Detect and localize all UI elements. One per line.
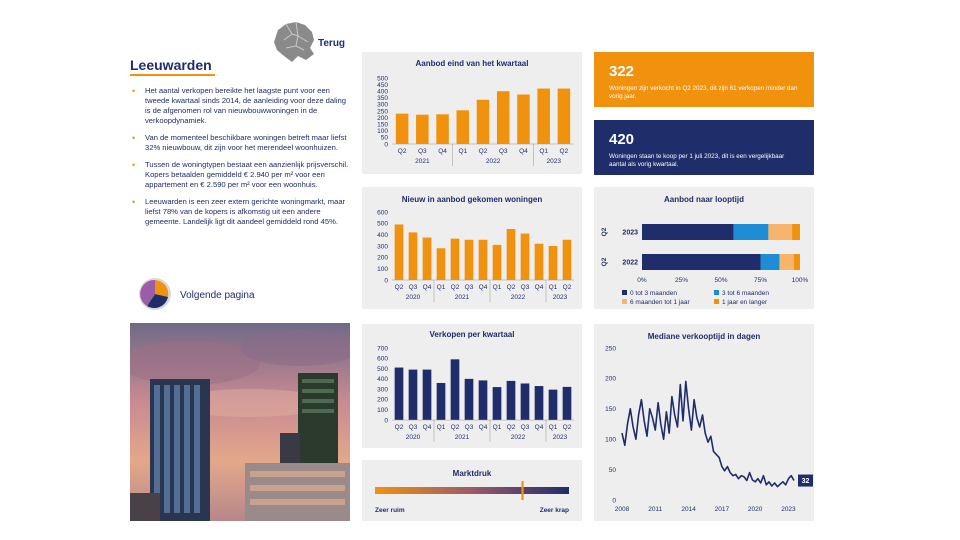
x-tick-label: Q2 — [394, 284, 404, 291]
x-tick-label: 50% — [714, 277, 728, 284]
bar — [437, 248, 446, 280]
y-tick-label: 150 — [605, 406, 616, 414]
year-label: 2022 — [510, 294, 526, 301]
marktdruk-marker — [521, 481, 523, 500]
y-tick-label: 200 — [377, 396, 388, 404]
x-tick-label: Q1 — [436, 284, 446, 291]
kpi-sold-text: Woningen zijn verkocht in Q2 2023, dit zijn 61 verkopen minder dan vorig jaar. — [609, 85, 798, 100]
back-label: Terug — [318, 38, 346, 49]
y-tick-label: 0 — [384, 277, 388, 285]
stacked-bar-segment — [642, 224, 734, 240]
year-label: 2021 — [454, 294, 470, 301]
bar — [517, 95, 530, 145]
y-tick-label: 200 — [377, 114, 388, 122]
y-tick-label: 500 — [377, 365, 388, 373]
year-label: 2022 — [510, 434, 526, 441]
bar — [395, 368, 404, 420]
legend-swatch — [622, 299, 627, 304]
x-tick-label: Q3 — [464, 424, 474, 431]
bar — [479, 380, 488, 420]
stacked-bar-segment — [792, 224, 800, 240]
back-button[interactable] — [272, 20, 352, 64]
stacked-bar-segment — [761, 254, 780, 270]
title-underline — [130, 74, 215, 76]
x-tick-label: Q2 — [397, 148, 407, 155]
bar — [395, 224, 404, 280]
chart-nieuw-title: Nieuw in aanbod gekomen woningen — [401, 195, 543, 204]
x-tick-label: Q2 — [506, 424, 516, 431]
bar — [493, 387, 502, 420]
x-tick-label: 2011 — [648, 506, 663, 513]
x-tick-label: Q3 — [417, 148, 427, 155]
legend-label: 0 tot 3 maanden — [630, 290, 677, 297]
x-tick-label: Q4 — [519, 148, 528, 155]
x-tick-label: Q2 — [562, 424, 572, 431]
bar — [409, 232, 418, 280]
y-tick-label: 0 — [612, 497, 616, 505]
x-tick-label: Q4 — [438, 148, 447, 155]
chart-looptijd-panel — [594, 187, 814, 309]
marktdruk-right-label: Zeer krap — [539, 507, 569, 514]
city-photo — [130, 323, 350, 521]
chart-verkopen-panel — [362, 324, 582, 448]
y-tick-label: 300 — [377, 386, 388, 394]
y-tick-label: 200 — [605, 375, 616, 383]
bar — [436, 114, 449, 144]
legend-label: 3 tot 6 maanden — [722, 290, 769, 297]
year-label: 2022 — [485, 158, 501, 165]
y-tick-label: 100 — [605, 436, 616, 444]
y-tick-label: 500 — [377, 220, 388, 228]
bar — [465, 240, 474, 280]
x-tick-label: Q1 — [492, 424, 502, 431]
bar — [477, 100, 490, 144]
y-category-label: 2023 — [622, 229, 638, 237]
bar — [507, 229, 516, 280]
y-category-label: 2022 — [622, 259, 638, 267]
kpi-sold-value: 322 — [609, 63, 635, 80]
y-tick-label: 400 — [377, 231, 388, 239]
stacked-bar-segment — [768, 224, 792, 240]
marktdruk-bar — [375, 487, 569, 494]
year-label: 2020 — [405, 294, 421, 301]
y-tick-label: 300 — [377, 101, 388, 109]
x-tick-label: Q3 — [408, 424, 418, 431]
bullet-list — [130, 86, 352, 234]
x-tick-label: Q1 — [539, 148, 549, 155]
kpi-forsale-value: 420 — [609, 131, 635, 148]
x-tick-label: 2017 — [714, 506, 730, 513]
y-tick-label: 150 — [377, 121, 388, 129]
y-tick-label: 100 — [377, 128, 388, 136]
bar — [537, 89, 550, 144]
bar — [497, 91, 510, 144]
x-tick-label: Q4 — [534, 424, 544, 431]
bullet-item: • Van de momenteel beschikbare woningen betreft maar liefst 32% nieuwbouw, dit zijn voor het merendeel woonhuizen. — [130, 133, 352, 153]
x-tick-label: Q3 — [520, 424, 530, 431]
y-tick-label: 500 — [377, 75, 388, 83]
bar — [563, 240, 572, 280]
province-map-icon — [272, 20, 352, 64]
y-tick-label: 50 — [380, 134, 388, 142]
y-tick-label: 100 — [377, 407, 388, 415]
x-tick-label: Q4 — [478, 424, 488, 431]
year-label: 2023 — [552, 294, 568, 301]
page-title: Leeuwarden — [130, 57, 212, 73]
chart-verkooptijd — [594, 324, 814, 521]
legend-label: 6 maanden tot 1 jaar — [630, 299, 690, 306]
y-tick-label: 300 — [377, 243, 388, 251]
bar — [437, 383, 446, 420]
x-tick-label: Q2 — [559, 148, 569, 155]
bar — [535, 244, 544, 280]
legend-swatch — [714, 290, 719, 295]
x-tick-label: 2020 — [747, 506, 763, 513]
last-value-label: 32 — [801, 478, 810, 486]
bar — [457, 110, 470, 144]
marktdruk-panel — [362, 460, 582, 521]
bar — [549, 246, 558, 280]
bar — [558, 89, 571, 144]
chart-looptijd — [594, 187, 814, 309]
y-tick-label: 350 — [377, 95, 388, 103]
bar — [423, 370, 432, 420]
chart-verkopen — [362, 324, 582, 448]
kpi-forsale-text: Woningen staan te koop per 1 juli 2023, dit is een vergelijkbaar aantal als vorig kwartaal. — [609, 153, 785, 168]
bar — [493, 245, 502, 280]
x-tick-label: Q3 — [498, 148, 508, 155]
year-label: 2023 — [546, 158, 562, 165]
x-tick-label: Q4 — [534, 284, 544, 291]
stacked-bar-segment — [779, 254, 793, 270]
bar — [521, 234, 530, 280]
bar — [479, 240, 488, 280]
chart-nieuw — [362, 187, 582, 309]
x-tick-label: Q2 — [506, 284, 516, 291]
chart-aanbod — [362, 52, 582, 174]
bar — [521, 383, 530, 420]
y-tick-label: 0 — [384, 141, 388, 149]
marktdruk-scale — [362, 460, 582, 521]
x-tick-label: 2023 — [781, 506, 796, 513]
y-tick-label: 50 — [608, 466, 616, 474]
y-tick-label: 400 — [377, 376, 388, 384]
x-tick-label: Q2 — [450, 424, 460, 431]
x-tick-label: 2008 — [614, 506, 630, 513]
y-tick-label: 600 — [377, 355, 388, 363]
x-tick-label: Q2 — [478, 148, 488, 155]
y-tick-label: 600 — [377, 209, 388, 217]
bar — [465, 379, 474, 420]
next-page-button[interactable] — [137, 275, 287, 313]
bar — [535, 386, 544, 420]
bullet-item: • Het aantal verkopen bereikte het laagste punt voor een tweede kwartaal sinds 2014, de aanleiding voor deze daling is de afgenomen rol van nieuwbouwwoningen in de verkoopdynamiek. — [130, 86, 352, 126]
bar — [396, 114, 409, 144]
year-label: 2023 — [552, 434, 568, 441]
stacked-bar-segment — [794, 254, 800, 270]
legend-label: 1 jaar en langer — [722, 299, 768, 306]
x-tick-label: Q3 — [520, 284, 530, 291]
x-tick-label: Q1 — [436, 424, 446, 431]
kpi-sold-box — [594, 52, 814, 107]
bar — [409, 370, 418, 420]
y-tick-label: 450 — [377, 81, 388, 89]
bar — [451, 359, 460, 420]
x-tick-label: 25% — [674, 277, 689, 284]
x-tick-label: 2014 — [681, 506, 696, 513]
stacked-bar-segment — [734, 224, 769, 240]
chart-looptijd-title: Aanbod naar looptijd — [664, 195, 744, 204]
stacked-bar-segment — [642, 254, 761, 270]
x-tick-label: 100% — [791, 277, 809, 284]
chart-verkooptijd-title: Mediane verkooptijd in dagen — [647, 332, 761, 341]
x-tick-label: Q1 — [492, 284, 502, 291]
year-label: 2021 — [454, 434, 470, 441]
chart-aanbod-panel — [362, 52, 582, 174]
chart-aanbod-title: Aanbod eind van het kwartaal — [415, 59, 529, 68]
x-tick-label: Q4 — [422, 284, 432, 291]
chart-nieuw-panel — [362, 187, 582, 309]
x-tick-label: Q2 — [394, 424, 404, 431]
y-tick-label: 0 — [384, 417, 388, 425]
x-tick-label: Q3 — [408, 284, 418, 291]
y-tick-label: 250 — [377, 108, 388, 116]
y-tick-label: 700 — [377, 345, 388, 353]
x-tick-label: Q4 — [422, 424, 432, 431]
chart-verkooptijd-panel — [594, 324, 814, 521]
year-label: 2021 — [415, 158, 430, 165]
x-tick-label: Q3 — [464, 284, 474, 291]
marktdruk-left-label: Zeer ruim — [375, 507, 405, 514]
x-tick-label: 75% — [753, 277, 768, 284]
x-tick-label: Q1 — [548, 284, 558, 291]
legend-swatch — [714, 299, 719, 304]
x-tick-label: Q2 — [562, 284, 572, 291]
next-page-label: Volgende pagina — [180, 290, 255, 301]
y-tick-label: 400 — [377, 88, 388, 96]
bar — [451, 239, 460, 280]
bullet-item: • Tussen de woningtypen bestaat een aanzienlijk prijsverschil. Kopers betaalden gemiddeld € 2.940 per m² voor een appartement en € 2.590 per m² voor een woonhuis. — [130, 160, 352, 190]
x-tick-label: Q1 — [458, 148, 468, 155]
bar — [416, 115, 429, 144]
bar — [423, 238, 432, 281]
bar — [563, 387, 572, 420]
row-header: Q2 — [601, 227, 608, 237]
kpi-forsale-box — [594, 120, 814, 175]
series-line — [622, 381, 794, 486]
year-label: 2020 — [405, 434, 421, 441]
x-tick-label: Q4 — [478, 284, 488, 291]
legend-swatch — [622, 290, 627, 295]
y-tick-label: 200 — [377, 254, 388, 262]
y-tick-label: 100 — [377, 265, 388, 273]
y-tick-label: 250 — [605, 345, 616, 353]
bullet-item: • Leeuwarden is een zeer extern gerichte woningmarkt, maar liefst 78% van de kopers is afkomstig uit een andere gemeente. Landelijk ligt dit aandeel gemiddeld rond 45%. — [130, 197, 352, 227]
x-tick-label: Q2 — [450, 284, 460, 291]
chart-verkopen-title: Verkopen per kwartaal — [429, 330, 515, 339]
x-tick-label: 0% — [637, 277, 647, 284]
x-tick-label: Q1 — [548, 424, 558, 431]
row-header: Q2 — [601, 257, 608, 267]
bar — [507, 381, 516, 420]
marktdruk-title: Marktdruk — [452, 469, 492, 478]
bar — [549, 390, 558, 420]
